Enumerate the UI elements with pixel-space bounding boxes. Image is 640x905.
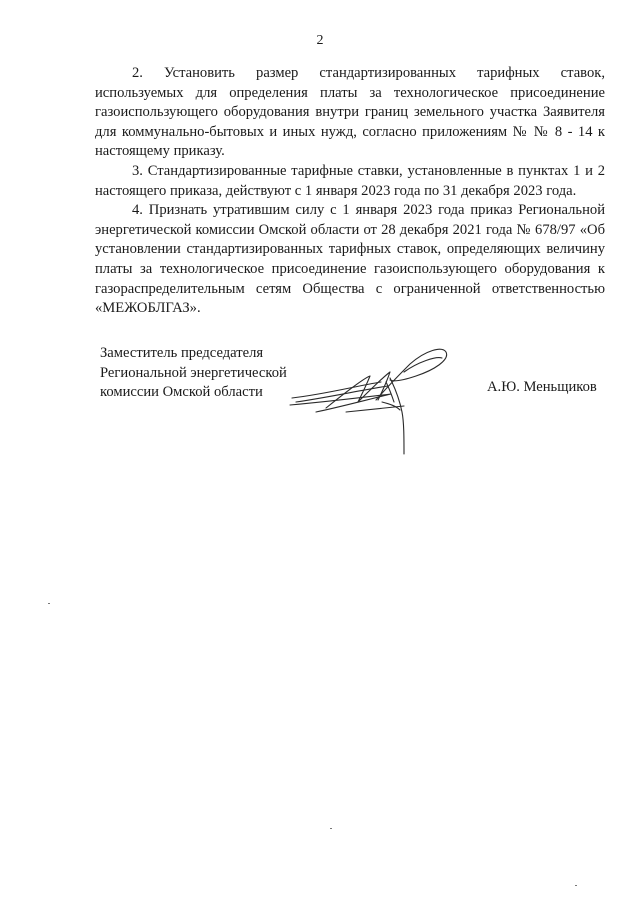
page-number: 2: [316, 33, 324, 48]
handwritten-signature: [286, 342, 476, 467]
signer-position-line: комиссии Омской области: [100, 384, 263, 401]
scan-speck: [330, 828, 332, 829]
paragraph-line: газоиспользующего оборудования внутри границ земельного участка: [95, 104, 538, 121]
paragraph-item-4: [95, 201, 605, 319]
paragraph-line: 4. Признать утратившим силу с 1 января 2023 года приказ Региональной: [132, 202, 605, 219]
paragraph-line: 3. Стандартизированные тарифные ставки, установленные в пунктах: [132, 162, 569, 179]
paragraph-line: Заявителя для коммунально-бытовых и иных нужд, согласно приложениям: [95, 104, 605, 140]
paragraph-line: используемых для определения платы за технологическое присоединение: [95, 84, 605, 101]
paragraph-item-2: [95, 64, 605, 162]
paragraph-line: энергетической комиссии Омской области от 28 декабря 2021 года № 678/97: [95, 221, 576, 238]
paragraph-line: 2. Установить размер стандартизированных тарифных ставок,: [132, 65, 605, 81]
paragraph-line: 1 и 2 настоящего приказа, действуют с 1 января 2023 года по 31 декабря 2023: [95, 162, 605, 199]
signer-name: А.Ю. Меньщиков: [487, 379, 597, 395]
scan-speck: [48, 603, 50, 604]
paragraph-line: года.: [546, 182, 577, 199]
paragraph-line: ответственностью «МЕЖОБЛГАЗ».: [95, 280, 605, 317]
paragraph-line: оборудования к газораспределительным сетям Общества с ограниченной: [95, 260, 605, 297]
paragraph-line: № № 8 - 14 к настоящему приказу.: [95, 123, 606, 160]
paragraph-line: величину платы за технологическое присоединение газоиспользующего: [95, 241, 606, 277]
document-body: [95, 64, 605, 319]
signer-position: [100, 344, 287, 403]
signer-position-line: Региональной энергетической: [100, 364, 287, 381]
paragraph-item-3: [95, 162, 605, 201]
signature-block: [100, 344, 610, 474]
scan-speck: [575, 885, 577, 886]
paragraph-line: «Об установлении стандартизированных тарифных ставок, определяющих: [95, 221, 605, 258]
signer-position-line: Заместитель председателя: [100, 345, 264, 361]
